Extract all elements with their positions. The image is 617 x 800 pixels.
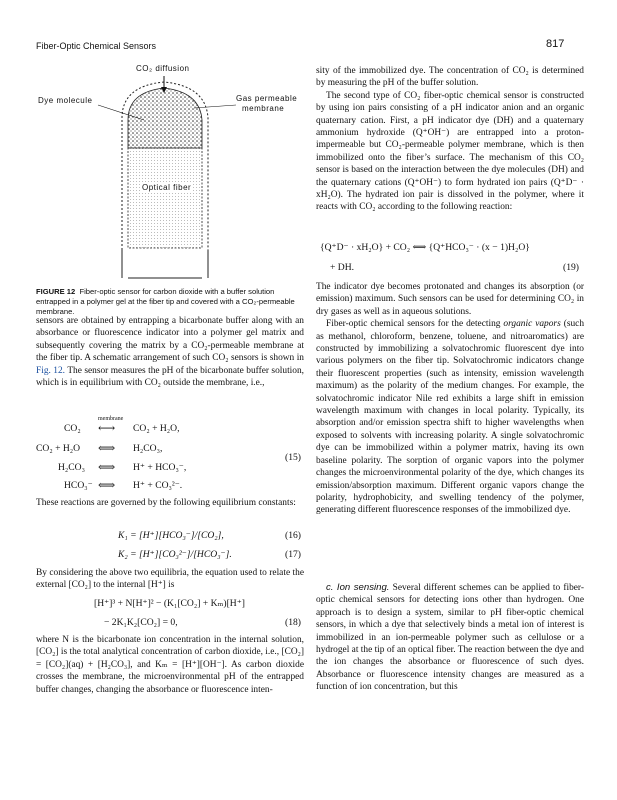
equation-17: K₂ = [H⁺][CO₃²⁻]/[HCO₃⁻]. xyxy=(118,549,232,560)
equation-16-number: (16) xyxy=(285,530,301,541)
equation-18-line1: [H⁺]³ + N[H⁺]² − (K₁[CO₂] + Kₘ)[H⁺] xyxy=(94,598,245,609)
optical-fiber-label: Optical fiber xyxy=(142,183,192,192)
page-number: 817 xyxy=(546,38,565,50)
equation-18-line2: − 2K₁K₂[CO₂] = 0, xyxy=(104,617,178,628)
right-column-top xyxy=(316,65,584,214)
figure-caption xyxy=(36,287,304,317)
equation-19-line2: + DH. xyxy=(330,262,355,273)
equation-15-number: (15) xyxy=(285,452,301,463)
equation-17-number: (17) xyxy=(285,549,301,560)
equation-18-number: (18) xyxy=(285,617,301,628)
right-para2: The second type of CO₂ fiber-optic chemical sensor is constructed by using ion pairs consisting of a pH indicator anion and an organic quaternary cation. First, a pH indicator dye (DH) and a quaternary ammonium hydroxide (Q⁺OH⁻) are entrapped into a proton-impermeable but CO₂-permeable polymer membrane, which is then immobilized onto the fiber’s surface. The mechanism of this CO₂ sensor is based on the interaction between the dye molecules (DH) and the quaternary cations (Q⁺OH⁻) to form hydrated ion pairs (Q⁺D⁻ · xH₂O). The hydrated ion pair is dissolved in the polymer, where it reacts with CO₂ according to the following reaction: xyxy=(316,90,584,213)
gas-permeable-label: Gas permeable xyxy=(236,94,298,103)
equation-19-number: (19) xyxy=(563,262,579,273)
left-column-para3: By considering the above two equilibria, the equation used to relate the external [CO₂] to the internal [H⁺] is xyxy=(36,568,304,591)
right-column-middle xyxy=(316,281,584,517)
right-para4: Fiber-optic chemical sensors for the detecting organic vapors (such as methanol, chloroform, benzene, toluene, and nitroaromatics) are constructed by immobilizing a solvatochromic fluorescent dye into various polymers on the fiber tip. Solvatochromic indicators change their fluorescent properties (such as intensity, emission wavelength maximum) as the polarity of the medium changes. For example, the solvatochromic indicator Nile red exhibits a large shift in emission wavelength maximum with changes in local polarity. Typically, its absorption and/or emission spectra shift to higher wavelengths when exposed to solvents with increasing polarity. A single solvatochromic dye can be immobilized within a polymer matrix, having its own baseline polarity. The sorption of organic vapors into the polymer changes the microenvironmental polarity of the dye, which changes its emission/absorption maximum. Different organic vapors change the polarity, hydrophobicity, and swelling tendency of the polymer, generating different fluorescence responses of the immobilized dye. xyxy=(316,319,585,516)
left-column-para1: sensors are obtained by entrapping a bicarbonate buffer along with an absorbance or fluorescence indicator into a polymer gel matrix and subsequently covering the matrix by a CO₂-permeable membrane at the fiber tip. A schematic arrangement of such CO₂ sensors is shown in Fig. 12. The sensor measures the pH of the bicarbonate buffer solution, which is in equilibrium with CO₂ outside the membrane, i.e., xyxy=(36,316,304,389)
caption-label: FIGURE 12 xyxy=(36,287,76,296)
co2-diffusion-label: CO₂ diffusion xyxy=(136,64,190,73)
membrane-word: membrane xyxy=(98,416,124,422)
membrane-label: membrane xyxy=(242,104,285,113)
left-column-para4: where N is the bicarbonate ion concentration in the internal solution, [CO₂] is the total analytical concentration of carbon dioxide, i.e., [CO₂] = [CO₂](aq) + [H₂CO₃], and Kₘ = [H⁺][OH⁻]. As carbon dioxide crosses the membrane, the microenvironmental pH of the entrapped buffer changes, changing the absorbance or fluorescence inten- xyxy=(36,635,304,695)
running-title: Fiber-Optic Chemical Sensors xyxy=(36,41,157,51)
equation-16: K₁ = [H⁺][HCO₃⁻]/[CO₂], xyxy=(118,530,224,541)
right-para3: The indicator dye becomes protonated and changes its absorption (or emission) maximum. Such sensors can be used for determining CO₂ in dry gases as well as in aqueous solutions. xyxy=(316,282,584,317)
right-column-ion-sensing: c. Ion sensing. Several different schemes can be applied to fiber-optic chemical sensors for detecting ions other than hydrogen. One approach is to design a system, similar to pH fiber-optic chemical sensors, in which a dye that selectively binds a metal ion of interest is immobilized in an ion-permeable polymer such as cellulose or a hydrogel at the tip of an optical fiber. The reaction between the dye and the ion changes the absorbance or fluorescence of such dyes. Absorbance or fluorescence intensity changes are measured as a function of ion concentration, but this xyxy=(316,582,584,693)
figure-12 xyxy=(36,60,298,282)
figure-12-link[interactable]: Fig. 12. xyxy=(36,365,66,376)
left-column-para2: These reactions are governed by the following equilibrium constants: xyxy=(36,498,296,508)
equation-19-line1: {Q⁺D⁻ · xH₂O} + CO₂ ⟺ {Q⁺HCO₃⁻ · (x − 1)H₂O} xyxy=(320,242,530,253)
dye-molecule-label: Dye molecule xyxy=(38,96,93,105)
caption-text: Fiber-optic sensor for carbon dioxide with a buffer solution entrapped in a polymer gel at the fiber tip and covered with a CO₂-permeable membrane. xyxy=(36,287,295,316)
right-para1: sity of the immobilized dye. The concentration of CO₂ is determined by measuring the pH of the buffer solution. xyxy=(316,66,584,89)
section-head-ion-sensing: c. Ion sensing. xyxy=(326,582,390,593)
